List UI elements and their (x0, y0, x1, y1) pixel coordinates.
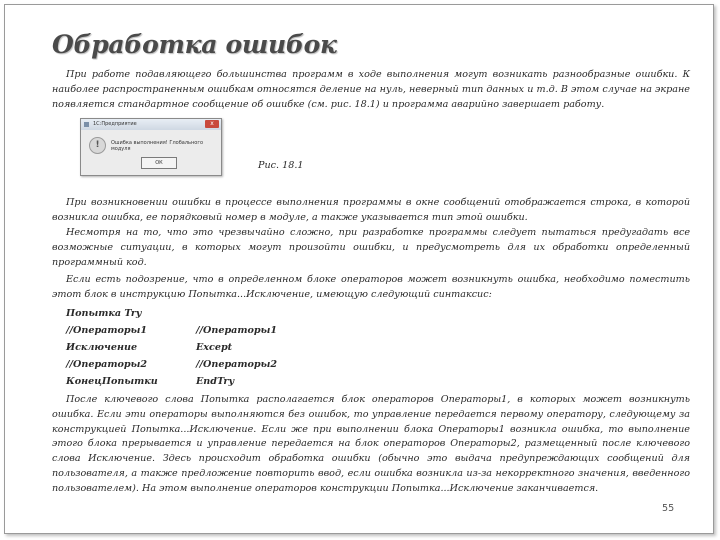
syntax-row (66, 308, 141, 319)
page-number: 55 (662, 503, 675, 514)
syntax-left: Исключение (66, 342, 138, 353)
syntax-right: EndTry (196, 376, 235, 387)
paragraph-prediction: Несмотря на то, что это чрезвычайно сложно, при разработке программы следует пытаться предугадать все возможные ситуации, в которых могут произойти ошибки, и предусмотреть для их обработки определенный программный код. (52, 227, 690, 268)
dialog-ok-button: ОК (141, 157, 177, 169)
syntax-right: //Операторы1 (196, 325, 278, 336)
dialog-titlebar (81, 119, 221, 130)
app-icon (84, 122, 89, 127)
syntax-row (66, 359, 278, 370)
paragraph-syntax-intro: Если есть подозрение, что в определенном блоке операторов может возникнуть ошибка, необходимо поместить этот блок в инструкцию Попытка...Исключение, имеющую следующий синтаксис: (52, 274, 690, 300)
close-icon: x (205, 120, 219, 128)
syntax-left: //Операторы2 (66, 359, 148, 370)
syntax-right: //Операторы2 (196, 359, 278, 370)
figure-caption: Рис. 18.1 (258, 160, 304, 171)
page-title: Обработка ошибок (52, 30, 337, 59)
paragraph-error-display: При возникновении ошибки в процессе выполнения программы в окне сообщений отображается строка, в которой возникла ошибка, ее порядковый номер в модуле, а также указывается тип этой ошибки. (52, 197, 690, 223)
syntax-left: КонецПопытки (66, 376, 158, 387)
paragraph-explanation: После ключевого слова Попытка располагается блок операторов Операторы1, в которых может возникнуть ошибка. Если эти операторы выполняются без ошибок, то управление передается первому оператору, следующему за конструкцией Попытка...Исключение. Если же при выполнении блока Операторы1 возникла ошибка, то выполнение этого блока прерывается и управление передается на блок операторов Операторы2, размещенный после ключевого слова Исключение. Здесь происходит обработка ошибки (обычно это выдача предупреждающих сообщений для пользователя, а также предложение повторить ввод, если ошибка возникла из-за некорректного значения, введенного пользователем). На этом выполнение операторов конструкции Попытка...Исключение заканчивается. (52, 394, 690, 494)
syntax-row (66, 325, 278, 336)
error-dialog-figure (80, 118, 222, 176)
dialog-message: Ошибка выполнения! Глобального модуля (111, 140, 204, 152)
dialog-title: 1С:Предприятие (93, 121, 137, 127)
syntax-row (66, 376, 235, 387)
syntax-left: Попытка Try (66, 308, 142, 319)
warning-icon: ! (89, 137, 106, 154)
syntax-left: //Операторы1 (66, 325, 148, 336)
syntax-row (66, 342, 233, 353)
paragraph-intro: При работе подавляющего большинства программ в ходе выполнения могут возникать разнообразные ошибки. К наиболее распространенным ошибкам относятся деление на нуль, неверный тип данных и т.д. В этом случае на экране появляется стандартное сообщение об ошибке (см. рис. 18.1) и программа аварийно завершает работу. (52, 69, 690, 110)
syntax-right: Except (196, 342, 233, 353)
